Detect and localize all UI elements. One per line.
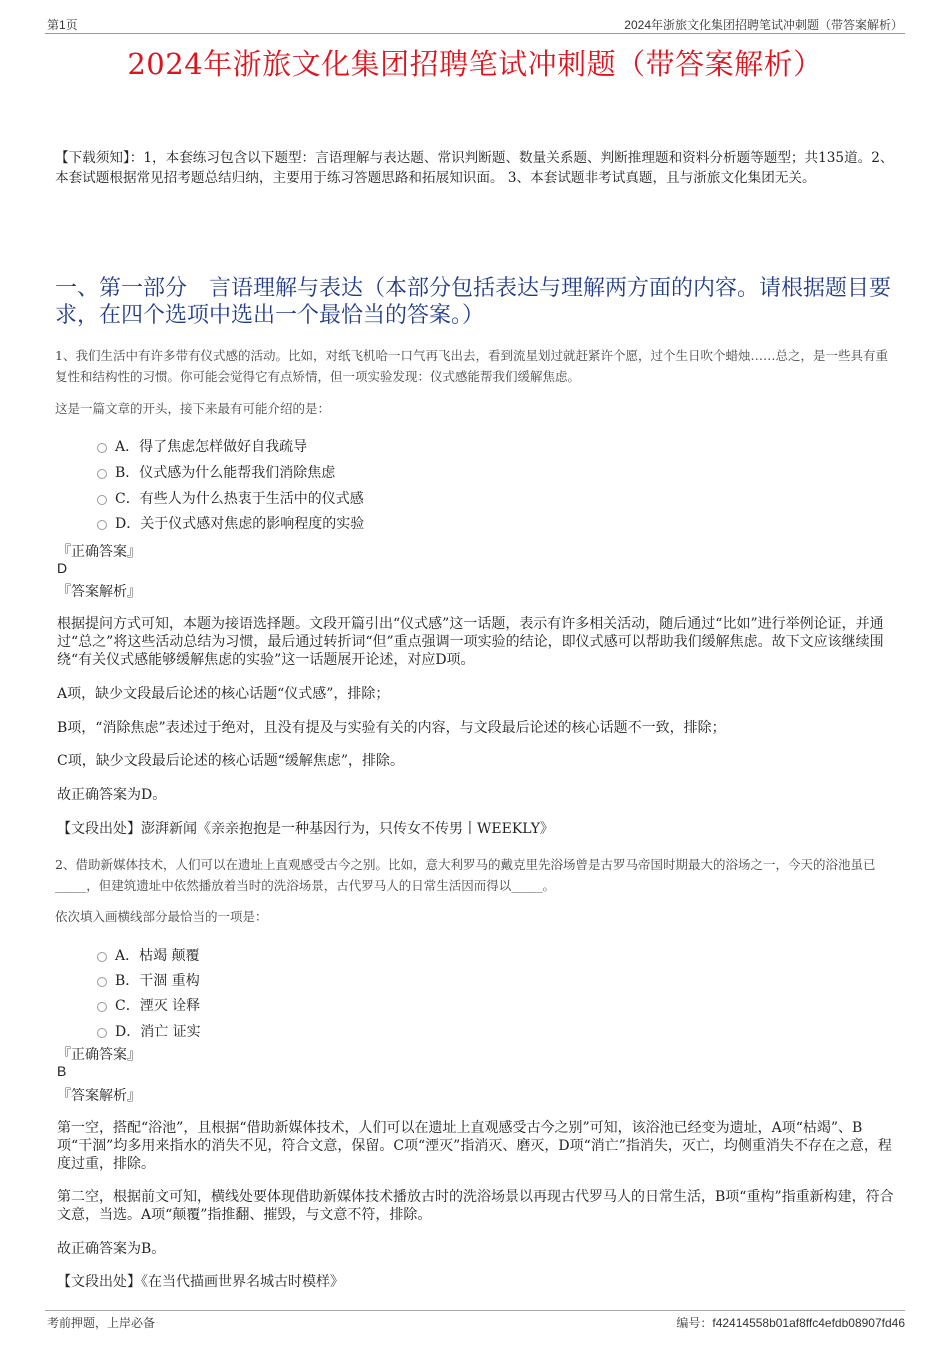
q1-analysis-label: 『答案解析』 (57, 584, 141, 600)
question-2-text: 2、借助新媒体技术，人们可以在遗址上直观感受古今之别。比如，意大利罗马的戴克里先浴场曾是古罗马帝国时期最大的浴场之一，今天的浴池虽已_____，但建筑遗址中依然播放着当时的洗浴场景，古代罗马人的日常生活因而得以_____。 (55, 857, 876, 893)
q2-answer-label: 『正确答案』 (57, 1047, 141, 1063)
q2-analysis-para: 第一空，搭配“浴池”，且根据“借助新媒体技术，人们可以在遗址上直观感受古今之别”可知，该浴池已经变为遗址，A项“枯竭”、B项“干涸”均多用来指水的消失不见，符合文意，保留。C项“湮灭”指消灭、磨灭，D项“消亡”指消失，灭亡，均侧重消失不存在之意，程度过重，排除。 (57, 1120, 892, 1172)
option-label: B．干涸 重构 (115, 973, 200, 989)
section-heading: 一、第一部分 言语理解与表达（本部分包括表达与理解两方面的内容。请根据题目要求，在四个选项中选出一个最恰当的答案。） (55, 276, 892, 328)
q2-analysis-para: 第二空，根据前文可知，横线处要体现借助新媒体技术播放古时的洗浴场景以再现古代罗马人的日常生活，B项“重构”指重新构建，符合文意，当选。A项“颠覆”指推翻、摧毁，与文意不符，排除。 (57, 1189, 894, 1223)
q1-option-c[interactable] (97, 488, 364, 508)
footer-slogan: 考前押题，上岸必备 (47, 1316, 156, 1330)
footer-divider (45, 1310, 905, 1311)
q2-source: 【文段出处】《在当代描画世界名城古时模样》 (57, 1274, 344, 1290)
q2-option-b[interactable] (97, 970, 200, 990)
option-label: A．得了焦虑怎样做好自我疏导 (115, 439, 308, 455)
radio-icon[interactable] (97, 1028, 107, 1038)
page-number: 第1页 (47, 18, 78, 32)
option-label: C．湮灭 诠释 (115, 998, 201, 1014)
q2-answer: B (57, 1063, 67, 1079)
question-1-prompt: 这是一篇文章的开头，接下来最有可能介绍的是： (55, 401, 331, 416)
q2-analysis-label: 『答案解析』 (57, 1088, 141, 1104)
q1-analysis-para: B项，“消除焦虑”表述过于绝对，且没有提及与实验有关的内容，与文段最后论述的核心话题不一致，排除； (57, 720, 726, 736)
radio-icon[interactable] (97, 977, 107, 987)
radio-icon[interactable] (97, 495, 107, 505)
q1-answer: D (57, 560, 68, 576)
radio-icon[interactable] (97, 520, 107, 530)
radio-icon[interactable] (97, 1002, 107, 1012)
q2-option-c[interactable] (97, 995, 200, 1015)
question-1-text: 1、我们生活中有许多带有仪式感的活动。比如，对纸飞机哈一口气再飞出去，看到流星划过就赶紧许个愿，过个生日吹个蜡烛……总之，是一些具有重复性和结构性的习惯。你可能会觉得它有点矫情，但一项实验发现：仪式感能帮我们缓解焦虑。 (55, 348, 888, 384)
q1-source: 【文段出处】澎湃新闻《亲亲抱抱是一种基因行为，只传女不传男丨WEEKLY》 (57, 821, 554, 837)
option-label: D．关于仪式感对焦虑的影响程度的实验 (115, 516, 365, 532)
footer-serial: 编号：f42414558b01af8ffc4efdb08907fd46 (676, 1316, 905, 1330)
q2-analysis-para: 故正确答案为B。 (57, 1241, 166, 1257)
page-title: 2024年浙旅文化集团招聘笔试冲刺题（带答案解析） (127, 47, 823, 81)
q2-option-d[interactable] (97, 1021, 201, 1041)
option-label: B．仪式感为什么能帮我们消除焦虑 (115, 465, 336, 481)
q1-analysis-para: 根据提问方式可知，本题为接语选择题。文段开篇引出“仪式感”这一话题，表示有许多相关活动，随后通过“比如”进行举例论证，并通过“总之”将这些活动总结为习惯，最后通过转折词“但”重点强调一项实验的结论，即仪式感可以帮助我们缓解焦虑。故下文应该继续围绕“有关仪式感能够缓解焦虑的实验”这一话题展开论述，对应D项。 (57, 616, 884, 668)
radio-icon[interactable] (97, 952, 107, 962)
question-2-prompt: 依次填入画横线部分最恰当的一项是： (55, 909, 268, 924)
q1-analysis-para: 故正确答案为D。 (57, 787, 167, 803)
q1-analysis-para: A项，缺少文段最后论述的核心话题“仪式感”，排除； (57, 686, 390, 702)
q2-option-a[interactable] (97, 945, 200, 965)
radio-icon[interactable] (97, 469, 107, 479)
q1-answer-label: 『正确答案』 (57, 544, 141, 560)
q1-option-a[interactable] (97, 436, 307, 456)
q1-option-b[interactable] (97, 462, 335, 482)
radio-icon[interactable] (97, 443, 107, 453)
q1-option-d[interactable] (97, 513, 364, 533)
option-label: C．有些人为什么热衷于生活中的仪式感 (115, 491, 364, 507)
header-divider (45, 33, 905, 34)
download-notice: 【下载须知】：1，本套练习包含以下题型：言语理解与表达题、常识判断题、数量关系题、判断推理题和资料分析题等题型；共135道。2、本套试题根据常见招考题总结归纳，主要用于练习答题思路和拓展知识面。 3、本套试题非考试真题，且与浙旅文化集团无关。 (55, 150, 894, 186)
option-label: D．消亡 证实 (115, 1024, 201, 1040)
option-label: A．枯竭 颠覆 (115, 948, 200, 964)
header-doc-title: 2024年浙旅文化集团招聘笔试冲刺题（带答案解析） (624, 18, 903, 32)
q1-analysis-para: C项，缺少文段最后论述的核心话题“缓解焦虑”，排除。 (57, 753, 405, 769)
